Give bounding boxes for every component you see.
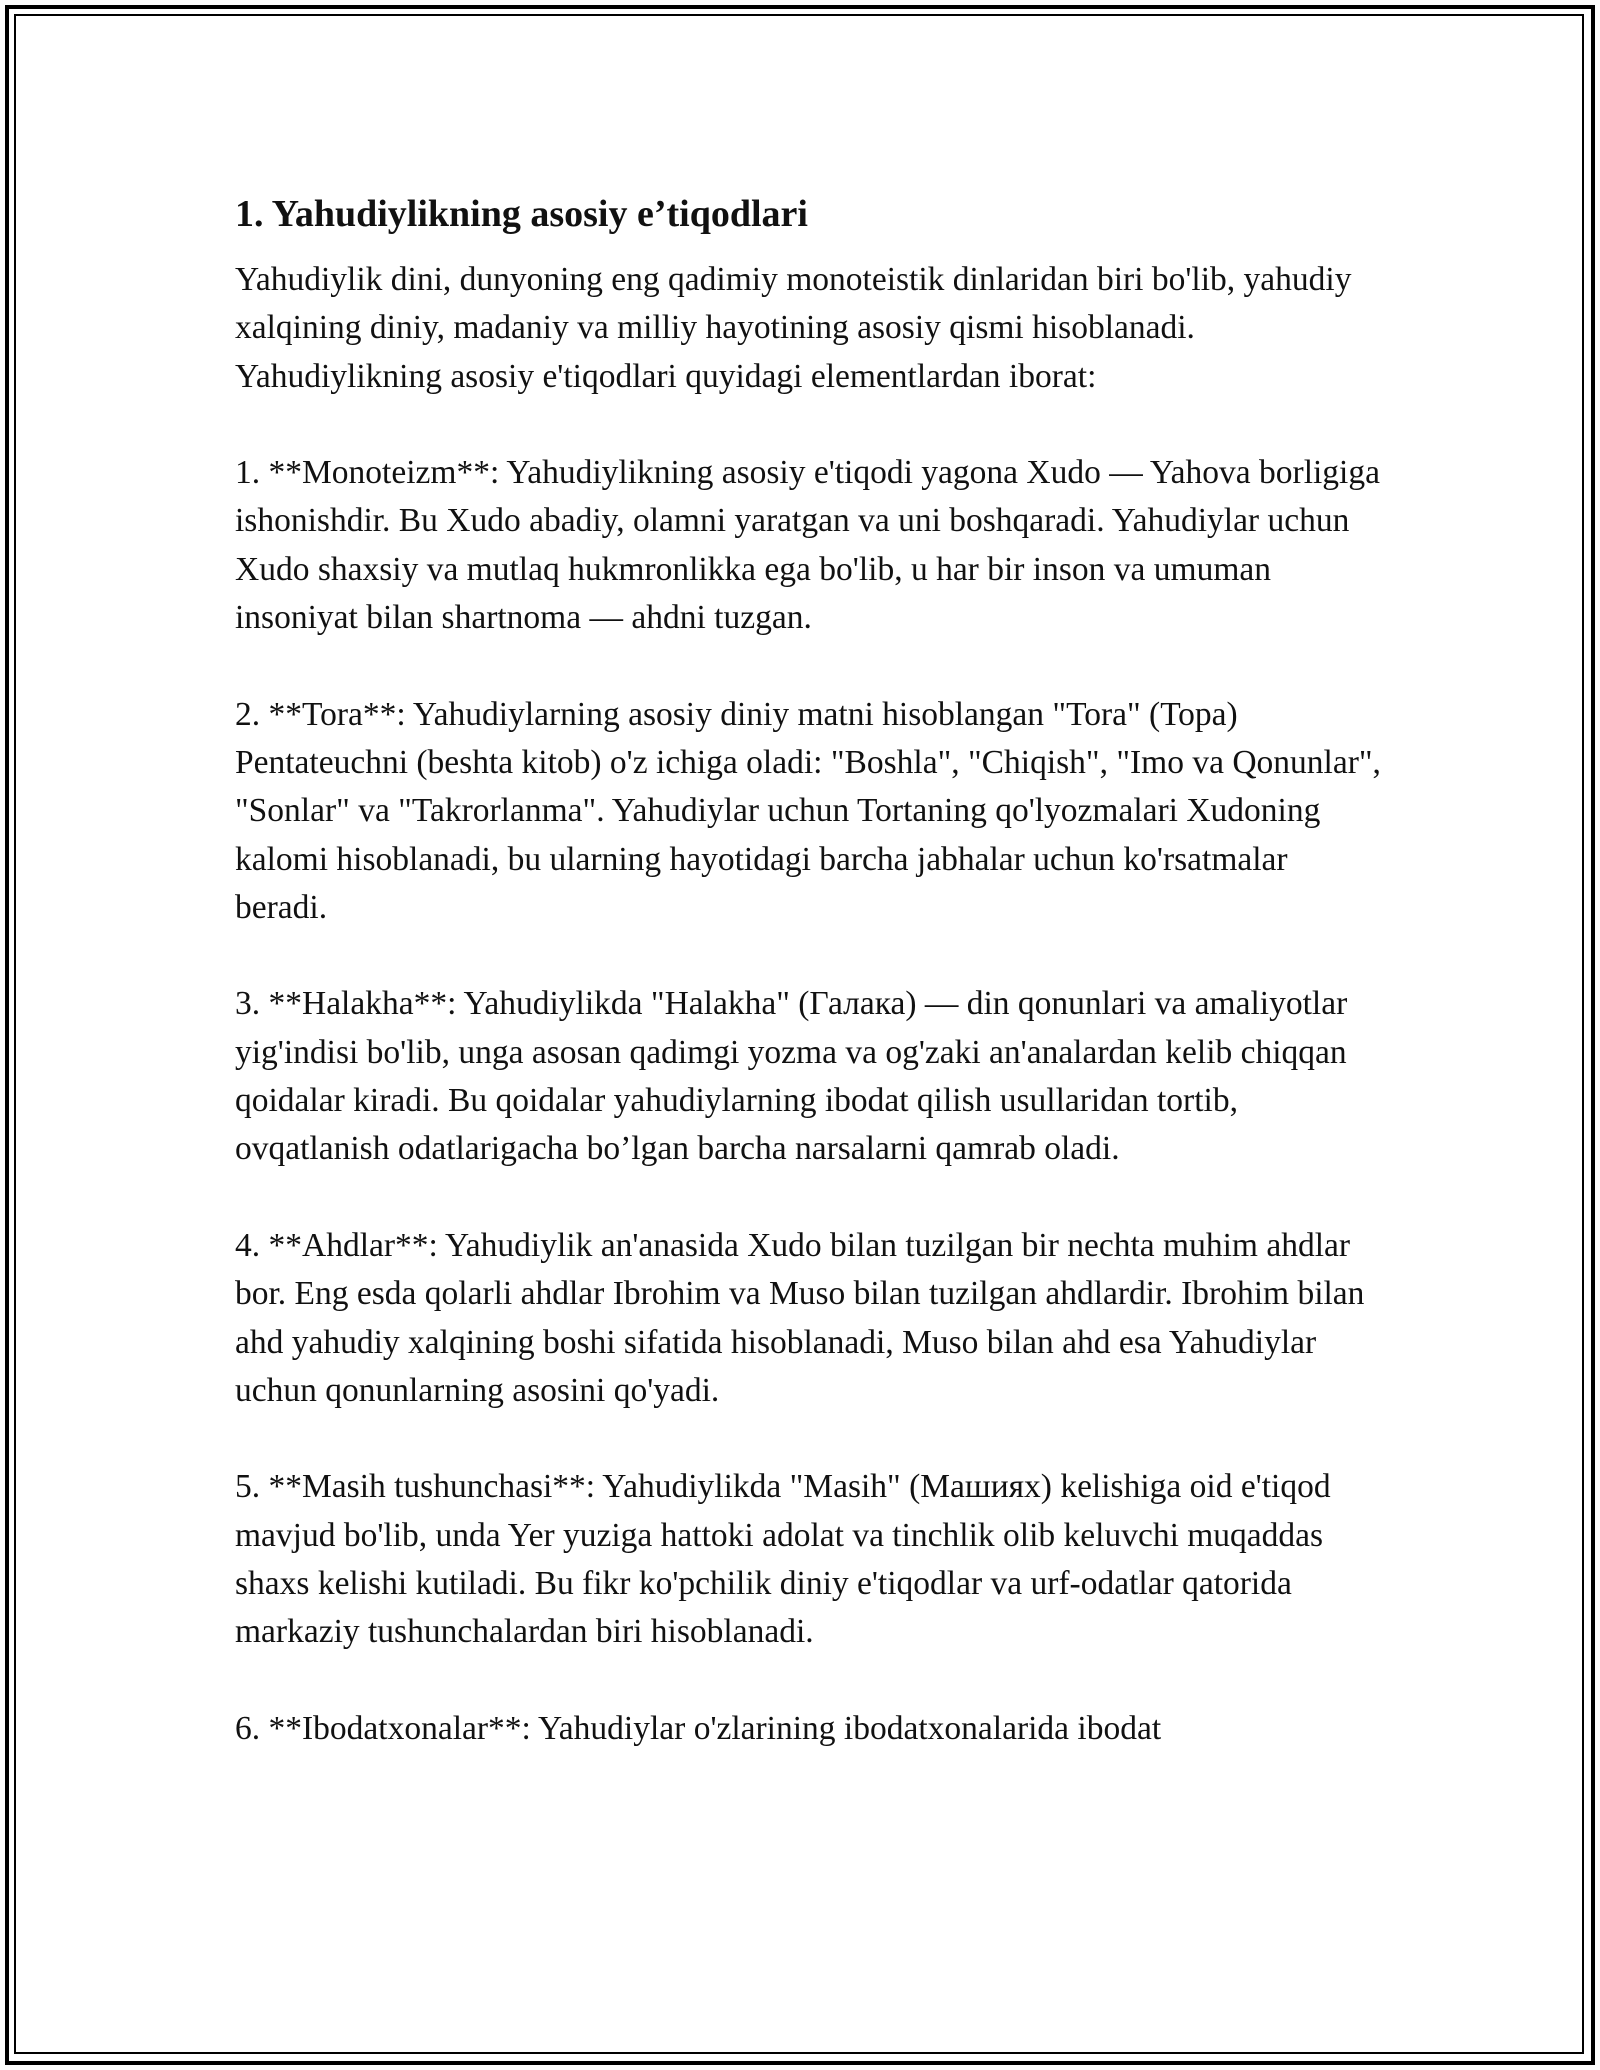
paragraph-masih: 5. **Masih tushunchasi**: Yahudiylikda "Masih" (Машиях) kelishiga oid e'tiqod mavjud bo'lib, unda Yer yuziga hattoki adolat va tinchlik olib keluvchi muqaddas shaxs kelishi kutiladi. Bu fikr ko'pchilik diniy e'tiqodlar va urf-odatlar qatorida markaziy tushunchalardan biri hisoblanadi. (235, 1468, 1331, 1651)
paragraph-ibodatxonalar: 6. **Ibodatxonalar**: Yahudiylar o'zlarining ibodatxonalarida ibodat (235, 1709, 1162, 1747)
intro-paragraph: Yahudiylik dini, dunyoning eng qadimiy monoteistik dinlaridan biri bo'lib, yahudiy xalqining diniy, madaniy va milliy hayotining asosiy qismi hisoblanadi. Yahudiylikning asosiy e'tiqodlari quyidagi elementlardan iborat: (235, 261, 1352, 395)
paragraph-halakha: 3. **Halakha**: Yahudiylikda "Halakha" (Галака) — din qonunlari va amaliyotlar yig'indisi bo'lib, unga asosan qadimgi yozma va og'zaki an'analardan kelib chiqqan qoidalar kiradi. Bu qoidalar yahudiylarning ibodat qilish usullaridan tortib, ovqatlanish odatlarigacha bo’lgan barcha narsalarni qamrab oladi. (235, 985, 1348, 1168)
paragraph-tora: 2. **Tora**: Yahudiylarning asosiy diniy matni hisoblangan "Tora" (Тора) Pentateuchni (beshta kitob) o'z ichiga oladi: "Boshla", "Chiqish", "Imo va Qonunlar", "Sonlar" va "Takrorlanma". Yahudiylar uchun Tortaning qo'lyozmalari Xudoning kalomi hisoblanadi, bu ularning hayotidagi barcha jabhalar uchun ko'rsatmalar beradi. (235, 695, 1381, 926)
paragraph-ahdlar: 4. **Ahdlar**: Yahudiylik an'anasida Xudo bilan tuzilgan bir nechta muhim ahdlar bor. Eng esda qolarli ahdlar Ibrohim va Muso bilan tuzilgan ahdlardir. Ibrohim bilan ahd yahudiy xalqining boshi sifatida hisoblanadi, Muso bilan ahd esa Yahudiylar uchun qonunlarning asosini qo'yadi. (235, 1226, 1365, 1409)
document-body (235, 188, 1385, 1802)
section-heading: 1. Yahudiylikning asosiy e’tiqodlari (235, 193, 808, 235)
paragraph-monoteizm: 1. **Monoteizm**: Yahudiylikning asosiy e'tiqodi yagona Xudo — Yahova borligiga ishonishdir. Bu Xudo abadiy, olamni yaratgan va uni boshqaradi. Yahudiylar uchun Xudo shaxsiy va mutlaq hukmronlikka ega bo'lib, u har bir inson va umuman insoniyat bilan shartnoma — ahdni tuzgan. (235, 454, 1380, 637)
